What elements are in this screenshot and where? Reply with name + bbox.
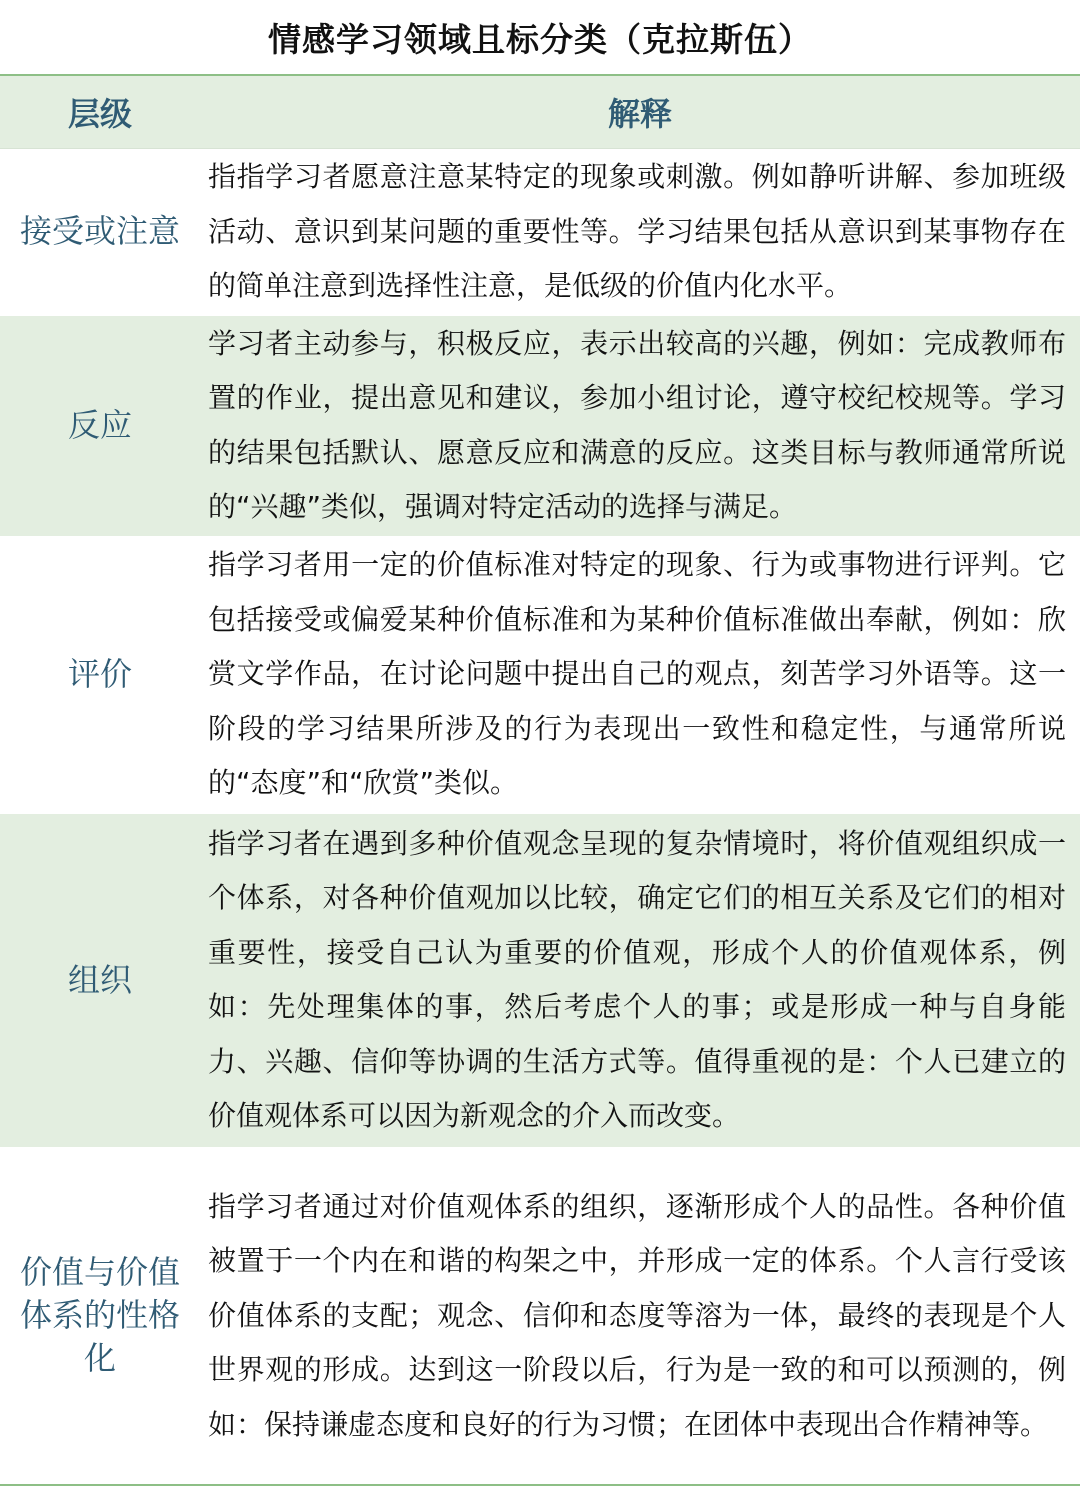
table-row (0, 315, 1080, 536)
table-row (0, 536, 1080, 813)
level-cell: 反应 (0, 315, 200, 536)
level-cell: 价值与价值体系的性格化 (0, 1147, 200, 1485)
level-cell: 接受或注意 (0, 149, 200, 316)
taxonomy-table (0, 76, 1080, 1486)
description-cell: 指学习者用一定的价值标准对特定的现象、行为或事物进行评判。它包括接受或偏爱某种价值标准和为某种价值标准做出奉献，例如：欣赏文学作品，在讨论问题中提出自己的观点，刻苦学习外语等。这一阶段的学习结果所涉及的行为表现出一致性和稳定性，与通常所说的“态度”和“欣赏”类似。 (200, 536, 1080, 813)
description-cell: 指指学习者愿意注意某特定的现象或刺激。例如静听讲解、参加班级活动、意识到某问题的重要性等。学习结果包括从意识到某事物存在的简单注意到选择性注意，是低级的价值内化水平。 (200, 149, 1080, 316)
table-row (0, 1147, 1080, 1485)
table-header-row (0, 76, 1080, 149)
description-cell: 指学习者在遇到多种价值观念呈现的复杂情境时，将价值观组织成一个体系，对各种价值观加以比较，确定它们的相互关系及它们的相对重要性，接受自己认为重要的价值观，形成个人的价值观体系，例如：先处理集体的事，然后考虑个人的事；或是形成一种与自身能力、兴趣、信仰等协调的生活方式等。值得重视的是：个人已建立的价值观体系可以因为新观念的介入而改变。 (200, 813, 1080, 1147)
table-row (0, 149, 1080, 316)
level-cell: 组织 (0, 813, 200, 1147)
table-row (0, 813, 1080, 1147)
description-cell: 学习者主动参与，积极反应，表示出较高的兴趣，例如：完成教师布置的作业，提出意见和建议，参加小组讨论，遵守校纪校规等。学习的结果包括默认、愿意反应和满意的反应。这类目标与教师通常所说的“兴趣”类似，强调对特定活动的选择与满足。 (200, 315, 1080, 536)
level-cell: 评价 (0, 536, 200, 813)
page-title: 情感学习领域且标分类（克拉斯伍） (0, 0, 1080, 76)
column-header-description: 解释 (200, 76, 1080, 149)
description-cell: 指学习者通过对价值观体系的组织，逐渐形成个人的品性。各种价值被置于一个内在和谐的构架之中，并形成一定的体系。个人言行受该价值体系的支配；观念、信仰和态度等溶为一体，最终的表现是个人世界观的形成。达到这一阶段以后，行为是一致的和可以预测的，例如：保持谦虚态度和良好的行为习惯；在团体中表现出合作精神等。 (200, 1147, 1080, 1485)
column-header-level: 层级 (0, 76, 200, 149)
